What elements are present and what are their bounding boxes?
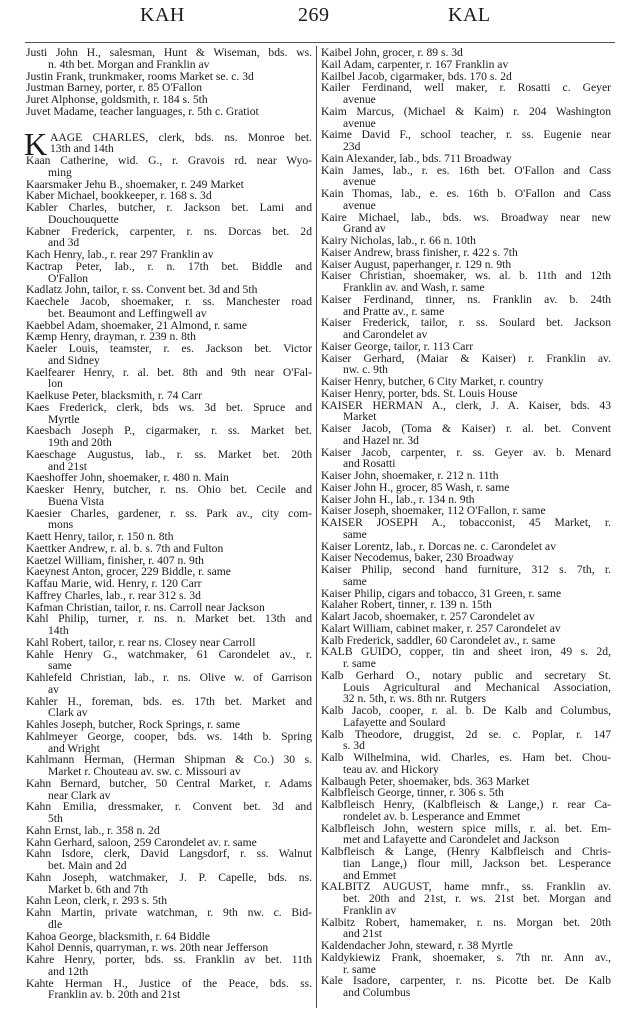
directory-entry [321, 423, 611, 447]
entry-continuation-line: mons [48, 518, 74, 532]
entry-line: Kaiser Henry, porter, bds. St. Louis House [321, 386, 518, 400]
entry-line: Kahlefeld Christian, lab., r. ns. Olive w. of Garrison [26, 671, 312, 684]
directory-entry [26, 296, 312, 320]
entry-continuation-line: bet. 20th and 21st, r. ws. 21st bet. Morgan and [343, 892, 611, 905]
entry-continuation-line: Lafayette and Soulard [343, 715, 446, 729]
directory-entry [26, 402, 312, 426]
entry-line: Kain Thomas, lab., e. es. 16th b. O'Fallon and Cass [321, 187, 611, 200]
entry-line: Kaiser Joseph, shoemaker, 112 O'Fallon, r. same [321, 504, 546, 518]
entry-line: Kaffau Marie, wid. Henry, r. 120 Carr [26, 577, 202, 590]
entry-line: Kalb Frederick, saddler, 60 Carondelet av., r. same [321, 633, 556, 647]
entry-line: Justin Frank, trunkmaker, rooms Market se. c. 3d [26, 69, 254, 83]
entry-continuation-line: dle [48, 917, 63, 931]
entry-line: KALBITZ AUGUST, hame mnfr., ss. Franklin av. [321, 880, 611, 894]
entry-continuation-line: avenue [343, 93, 376, 106]
directory-entry [321, 270, 611, 294]
directory-entry [321, 235, 611, 247]
directory-entry [321, 940, 611, 952]
entry-line: Kalb Gerhard O., notary public and secretary St. [321, 668, 611, 682]
directory-entry [26, 825, 312, 837]
entry-line: Kaesker Henry, butcher, r. ns. Ohio bet. Cecile and [26, 483, 312, 496]
directory-entry [26, 390, 312, 402]
entry-continuation-line: and 12th [48, 964, 89, 978]
section-gap [26, 118, 312, 132]
entry-line: Kaiser Necodemus, baker, 230 Broadway [321, 551, 514, 565]
entry-line: Kahn Joseph, watchmaker, J. P. Capelle, bds. ns. [26, 870, 312, 884]
entry-line: KALB GUIDO, copper, tin and sheet iron, 49 s. 2d, [321, 645, 611, 659]
directory-entry [26, 590, 312, 602]
entry-continuation-line: and Columbus [343, 986, 411, 999]
entry-continuation-line: Myrtle [48, 412, 80, 426]
entry-line: Kaiser Jacob, carpenter, r. ss. Geyer av. b. Menard [321, 445, 611, 459]
directory-entry [26, 954, 312, 978]
entry-line: Kafman Christian, tailor, r. ns. Carroll near Jackson [26, 600, 265, 614]
entry-line: Kairy Nicholas, lab., r. 66 n. 10th [321, 234, 476, 247]
directory-entry [321, 470, 611, 482]
directory-entry [26, 613, 312, 637]
entry-line: Kaiser Christian, shoemaker, ws. al. b. 11th and 12th [321, 269, 611, 283]
entry-line: Kain James, lab., r. es. 16th bet. O'Fallon and Cass [321, 163, 611, 177]
entry-line: AAGE CHARLES, clerk, bds. ns. Monroe bet. [50, 130, 312, 144]
directory-entry [321, 482, 611, 494]
entry-line: Kaldykiewiz Frank, shoemaker, s. 7th nr. Ann av., [321, 950, 611, 964]
entry-line: Kaldendacher John, steward, r. 38 Myrtle [321, 939, 513, 952]
entry-continuation-line: s. 3d [343, 739, 365, 753]
directory-entry [321, 646, 611, 670]
directory-entry [321, 917, 611, 941]
entry-line: Kaechele Jacob, shoemaker, r. ss. Manchester road [26, 295, 312, 308]
entry-line: Kalaher Robert, tinner, r. 139 n. 15th [321, 598, 492, 612]
running-head-right: KAL [448, 4, 491, 26]
entry-continuation-line: Louis Agricultural and Mechanical Association, [343, 680, 611, 694]
directory-entry [321, 341, 611, 353]
directory-entry [26, 907, 312, 931]
entry-continuation-line: av [48, 682, 59, 696]
directory-entry [321, 952, 611, 976]
entry-line: Kaettker Andrew, r. al. b. s. 7th and Fulton [26, 541, 224, 555]
entry-line: Kaiser John, shoemaker, r. 212 n. 11th [321, 469, 499, 482]
entry-line: Kahol Dennis, quarryman, r. ws. 20th near Jefferson [26, 941, 269, 955]
entry-line: Justi John H., salesman, Hunt & Wiseman, bds. ws. [26, 46, 312, 59]
directory-entry [321, 881, 611, 916]
entry-line: Kahre Henry, porter, bds. ss. Franklin av bet. 11th [26, 953, 312, 966]
entry-continuation-line: 32 n. 5th, r. ws. 8th nr. Rutgers [343, 692, 486, 706]
entry-line: Kactrap Peter, lab., r. n. 17th bet. Biddle and [26, 259, 312, 273]
directory-entry [26, 202, 312, 226]
entry-continuation-line: Franklin av [343, 903, 397, 917]
entry-continuation-line: and 21st [48, 459, 87, 473]
directory-entry [26, 531, 312, 543]
entry-continuation-line: same [48, 659, 72, 673]
entry-line: Kain Alexander, lab., bds. 711 Broadway [321, 151, 512, 165]
entry-continuation-line: n. 4th bet. Morgan and Franklin av [48, 57, 210, 71]
directory-entry [26, 578, 312, 590]
entry-continuation-line: ming [48, 165, 72, 179]
entry-continuation-line: r. same [343, 657, 376, 670]
entry-line: Kalbitz Robert, hamemaker, r. ns. Morgan bet. 20th [321, 915, 611, 929]
column-divider [316, 46, 317, 1008]
entry-continuation-line: and Hazel nr. 3d [343, 433, 419, 447]
entry-continuation-line: bet. Main and 2d [48, 859, 127, 872]
entry-continuation-line: Market r. Chouteau av. sw. c. Missouri av [48, 765, 241, 778]
entry-line: Kaesbach Joseph P., cigarmaker, r. ss. Market bet. [26, 424, 312, 438]
entry-continuation-line: bet. Beaumont and Leffingwell av [48, 306, 207, 320]
right-column [321, 47, 611, 999]
entry-line: Kaiser Philip, cigars and tobacco, 31 Green, r. same [321, 586, 562, 600]
directory-entry [26, 848, 312, 872]
entry-line: KAISER JOSEPH A., tobacconist, 45 Market, r. [321, 516, 611, 529]
entry-line: Kahn Leon, clerk, r. 293 s. 5th [26, 894, 168, 908]
entry-line: Kaiser John H., grocer, 85 Wash, r. same [321, 480, 510, 494]
entry-line: Kaiser August, paperhanger, r. 129 n. 9th [321, 257, 512, 271]
entry-line: Kalart Jacob, shoemaker, r. 257 Carondelet av [321, 610, 535, 623]
entry-line: Kalbfleisch Henry, (Kalbfleisch & Lange,) r. rear Ca- [321, 798, 611, 811]
entry-line: Juvet Madame, teacher languages, r. 5th c. Gratiot [26, 104, 259, 118]
entry-line: Kaelfearer Henry, r. al. bet. 8th and 9th near O'Fal- [26, 365, 312, 379]
entry-continuation-line: same [343, 574, 367, 588]
directory-entry [321, 47, 611, 59]
entry-continuation-line: r. same [343, 962, 376, 976]
directory-entry [321, 59, 611, 71]
entry-line: Kaes Frederick, clerk, bds ws. 3d bet. Spruce and [26, 400, 312, 414]
entry-continuation-line: and 21st [343, 927, 382, 941]
entry-line: Kahler H., foreman, bds. es. 17th bet. Market and [26, 694, 312, 708]
entry-line: Kahn Isdore, clerk, David Langsdorf, r. ss. Walnut [26, 847, 312, 861]
entry-line: Kaiser Philip, second hand furniture, 312 s. 7th, r. [321, 563, 611, 576]
entry-continuation-line: and Rosatti [343, 457, 396, 471]
entry-line: Kahn Ernst, lab., r. 358 n. 2d [26, 823, 160, 837]
entry-line: Kæmp Henry, drayman, r. 239 n. 8th [26, 330, 196, 344]
entry-continuation-line: 13th and 14th [50, 142, 114, 156]
entry-line: Kail Adam, carpenter, r. 167 Franklin av [321, 57, 509, 71]
entry-line: Kahle Henry G., watchmaker, 61 Carondelet av., r. [26, 647, 312, 661]
entry-continuation-line: Douchouquette [48, 212, 119, 226]
entry-line: Kaiser Gerhard, (Maiar & Kaiser) r. Franklin av. [321, 351, 611, 365]
directory-entry [26, 649, 312, 673]
directory-entry [321, 247, 611, 259]
entry-line: Kaett Henry, tailor, r. 150 n. 8th [26, 530, 174, 543]
directory-entry [321, 705, 611, 729]
directory-entry [321, 400, 611, 424]
directory-entry [26, 731, 312, 755]
entry-line: Kaiser George, tailor, r. 113 Carr [321, 339, 474, 353]
entry-line: Kaiser Jacob, (Toma & Kaiser) r. al. bet. Convent [321, 422, 611, 435]
header-rule [25, 42, 615, 43]
entry-line: Kalbfleisch John, western spice mills, r. al. bet. Em- [321, 821, 611, 835]
entry-line: Kaime David F., school teacher, r. ss. Eugenie near [321, 128, 611, 142]
entry-continuation-line: avenue [343, 198, 376, 212]
entry-continuation-line: and Carondelet av [343, 328, 428, 341]
directory-entry [321, 294, 611, 318]
directory-entry [26, 425, 312, 449]
directory-entry [321, 975, 611, 999]
entry-continuation-line: tian Lange,) flour mill, Jackson bet. Lesperance [343, 856, 611, 870]
entry-line: Kaeshoffer John, shoemaker, r. 480 n. Main [26, 471, 229, 485]
entry-continuation-line: and Pratte av., r. same [343, 304, 445, 318]
entry-line: Kaiser John H., lab., r. 134 n. 9th [321, 492, 475, 506]
entry-line: Kaim Marcus, (Michael & Kaim) r. 204 Washington [321, 104, 611, 118]
entry-line: Kahn Bernard, butcher, 50 Central Market, r. Adams [26, 776, 312, 790]
directory-entry [26, 343, 312, 367]
directory-entry [321, 129, 611, 153]
entry-continuation-line: 19th and 20th [48, 436, 112, 449]
entry-line: Justman Barney, porter, r. 85 O'Fallon [26, 81, 203, 95]
entry-line: Kahoa George, blacksmith, r. 64 Biddle [26, 929, 210, 943]
directory-entry [26, 719, 312, 731]
entry-continuation-line: rondelet av. b. Lesperance and Emmet [343, 809, 521, 823]
entry-line: Kaiser Ferdinand, tinner, ns. Franklin av. b. 24th [321, 292, 611, 306]
directory-entry [26, 672, 312, 696]
entry-line: Kailbel Jacob, cigarmaker, bds. 170 s. 2d [321, 69, 512, 83]
entry-line: Kalbfleisch & Lange, (Henry Kalbfleisch and Chris- [321, 845, 611, 858]
running-head-left: KAH [140, 4, 185, 26]
entry-line: Kalb Theodore, druggist, 2d se. c. Poplar, r. 147 [321, 727, 611, 741]
entry-line: Kahl Philip, turner, r. ns. n. Market bet. 13th and [26, 612, 312, 626]
directory-entry [26, 696, 312, 720]
entry-continuation-line: 5th [48, 812, 63, 825]
entry-line: Kaeler Louis, teamster, r. es. Jackson bet. Victor [26, 342, 312, 355]
entry-line: Kahn Martin, private watchman, r. 9th nw. c. Bid- [26, 906, 312, 919]
entry-line: Kaiser Lorentz, lab., r. Dorcas ne. c. Carondelet av [321, 539, 556, 553]
directory-entry [26, 226, 312, 250]
directory-entry [26, 106, 312, 118]
entry-line: Kaiser Andrew, brass finisher, r. 422 s. 7th [321, 245, 518, 259]
directory-entry [26, 978, 312, 1002]
entry-line: Kaber Michael, bookkeeper, r. 168 s. 3d [26, 189, 212, 203]
entry-continuation-line: Franklin av. b. 20th and 21st [48, 988, 181, 1002]
entry-continuation-line: Buena Vista [48, 494, 105, 508]
left-column [26, 47, 312, 1001]
entry-continuation-line: same [343, 527, 367, 541]
entry-line: Kaelkuse Peter, blacksmith, r. 74 Carr [26, 389, 202, 402]
directory-entry [321, 823, 611, 847]
entry-line: Kalb Jacob, cooper, r. al. b. De Kalb and Columbus, [321, 704, 611, 717]
entry-continuation-line: near Clark av [48, 788, 111, 802]
entry-continuation-line: Grand av [343, 222, 386, 236]
entry-line: Kabler Charles, butcher, r. Jackson bet. Lami and [26, 201, 312, 214]
directory-entry [26, 449, 312, 473]
directory-entry [26, 637, 312, 649]
entry-line: Kabner Frederick, carpenter, r. ns. Dorcas bet. 2d [26, 224, 312, 238]
directory-entry [321, 388, 611, 400]
directory-entry [321, 623, 611, 635]
directory-entry [26, 801, 312, 825]
entry-continuation-line: avenue [343, 116, 376, 130]
entry-line: Kaarsmaker Jehu B., shoemaker, r. 249 Market [26, 177, 244, 191]
entry-continuation-line: met and Lafayette and Carondelet and Jackson [343, 833, 560, 847]
directory-entry [321, 670, 611, 705]
directory-entry [26, 261, 312, 285]
entry-line: Kadlatz John, tailor, r. ss. Convent bet. 3d and 5th [26, 283, 258, 297]
drop-cap: K [24, 125, 48, 162]
entry-continuation-line: and Wright [48, 741, 100, 755]
entry-line: Kalbaugh Peter, shoemaker, bds. 363 Market [321, 774, 530, 788]
entry-line: Kaiser Frederick, tailor, r. ss. Soulard bet. Jackson [321, 316, 611, 330]
directory-entry [321, 611, 611, 623]
entry-line: Kaetzel William, finisher, r. 407 n. 9th [26, 553, 204, 567]
directory-entry [26, 508, 312, 532]
entry-line: Kaebbel Adam, shoemaker, 21 Almond, r. same [26, 318, 248, 332]
directory-entry [321, 799, 611, 823]
entry-continuation-line: Clark av [48, 706, 88, 720]
directory-entry [26, 754, 312, 778]
directory-entry [26, 367, 312, 391]
entry-continuation-line: Market b. 6th and 7th [48, 882, 149, 896]
entry-line: Kahn Emilia, dressmaker, r. Convent bet. 3d and [26, 800, 312, 814]
directory-entry [321, 729, 611, 753]
entry-continuation-line: and Sidney [48, 353, 100, 367]
directory-entry [321, 153, 611, 165]
directory-entry [26, 778, 312, 802]
entry-line: Kaeynest Anton, grocer, 229 Biddle, r. same [26, 565, 231, 579]
directory-entry [321, 517, 611, 541]
directory-entry [26, 543, 312, 555]
directory-entry [321, 846, 611, 881]
entry-line: Kahlmann Herman, (Herman Shipman & Co.) 30 s. [26, 753, 312, 767]
entry-continuation-line: O'Fallon [48, 271, 89, 285]
directory-entry [26, 94, 312, 106]
entry-line: Kach Henry, lab., r. rear 297 Franklin av [26, 248, 214, 261]
entry-continuation-line: Franklin av. and Wash, r. same [343, 281, 485, 294]
entry-continuation-line: 23d [343, 140, 361, 153]
entry-line: Kahles Joseph, butcher, Rock Springs, r. same [26, 718, 240, 731]
entry-line: Kaibel John, grocer, r. 89 s. 3d [321, 46, 463, 59]
entry-line: Kaeschage Augustus, lab., r. ss. Market bet. 20th [26, 447, 312, 461]
entry-continuation-line: 14th [48, 624, 69, 637]
entry-line: Kahl Robert, tailor, r. rear ns. Closey near Carroll [26, 635, 256, 649]
entry-line: Kahn Gerhard, saloon, 259 Carondelet av. r. same [26, 835, 257, 849]
entry-continuation-line: nw. c. 9th [343, 363, 388, 377]
entry-continuation-line: teau av. and Hickory [343, 762, 439, 776]
entry-line: Kaffrey Charles, lab., r. rear 312 s. 3d [26, 588, 201, 602]
directory-entry [26, 872, 312, 896]
directory-entry [321, 82, 611, 106]
directory-entry [321, 106, 611, 130]
directory-entry [321, 564, 611, 588]
entry-line: Kailer Ferdinand, well maker, r. Rosatti c. Geyer [321, 81, 611, 95]
entry-line: Kalbfleisch George, tinner, r. 306 s. 5th [321, 786, 504, 800]
page-number: 269 [298, 4, 330, 26]
entry-line: Kaire Michael, lab., bds. ws. Broadway near new [321, 210, 611, 224]
directory-entry [321, 317, 611, 341]
entry-line: Kalart William, cabinet maker, r. 257 Carondelet av [321, 621, 561, 635]
directory-entry [321, 188, 611, 212]
entry-continuation-line: avenue [343, 175, 376, 189]
directory-entry [26, 484, 312, 508]
entry-line: Kahlmeyer George, cooper, bds. ws. 14th b. Spring [26, 729, 312, 743]
entry-continuation-line: lon [48, 377, 63, 391]
entry-line: Kahte Herman H., Justice of the Peace, bds. ss. [26, 976, 312, 990]
directory-entry [321, 165, 611, 189]
entry-line: Juret Alphonse, goldsmith, r. 184 s. 5th [26, 93, 208, 106]
directory-entry [26, 155, 312, 179]
directory-entry [321, 353, 611, 377]
entry-continuation-line: Market [343, 410, 377, 424]
entry-line: Kaesier Charles, gardener, r. ss. Park av., city com- [26, 506, 312, 520]
entry-line: Kale Isadore, carpenter, r. ns. Picotte bet. De Kalb [321, 974, 611, 988]
entry-line: Kaan Catherine, wid. G., r. Gravois rd. near Wyo- [26, 154, 312, 167]
entry-continuation-line: and 3d [48, 236, 80, 250]
entry-line: Kaiser Henry, butcher, 6 City Market, r. country [321, 375, 544, 388]
directory-entry [26, 249, 312, 261]
entry-continuation-line: and Emmet [343, 868, 397, 882]
directory-entry [321, 212, 611, 236]
directory-entry [26, 47, 312, 71]
directory-entry [321, 447, 611, 471]
directory-entry [321, 376, 611, 388]
entry-line: Kalb Wilhelmina, wid. Charles, es. Ham bet. Chou- [321, 751, 611, 764]
directory-entry [321, 752, 611, 776]
entry-line: KAISER HERMAN A., clerk, J. A. Kaiser, bds. 43 [321, 398, 611, 412]
